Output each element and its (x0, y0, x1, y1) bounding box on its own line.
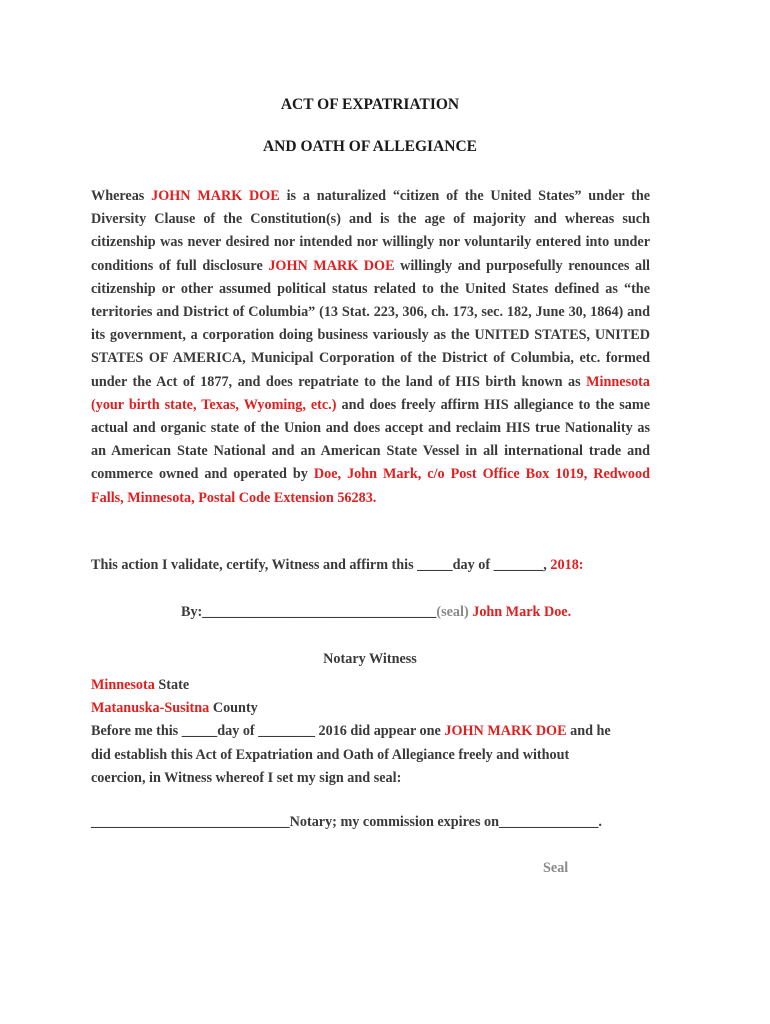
notary-county-word: County (209, 700, 258, 717)
notary-signature-line: ____________________________Notary; my commission expires on______________. (91, 814, 602, 830)
seal-label: Seal (543, 860, 569, 876)
highlighted-name: JOHN MARK DOE (268, 257, 395, 274)
notary-heading: Notary Witness (323, 651, 417, 667)
signature-label: By:_________________________________ (181, 604, 437, 620)
para-text: willingly and purposefully renounces all citizenship or other assumed political status related to the United States defined as “the territories and District of Columbia” (13 Stat. 223, 306, ch. 173, sec. 182, June 30, 1864) and its government, a corporation doing business variously as the UNITED STATES, UNITED STATES OF AMERICA, Municipal Corporation of the District of Columbia, etc. formed under the Act of 1877, and does repatriate to the land of HIS birth known as (91, 257, 650, 390)
para-text: is a naturalized “citizen of the United States” under the Diversity Clause of the Constitution(s) and is the age of majority and whereas such citizenship was never desired nor intended nor willingly nor voluntarily entered into under conditions of full disclosure (91, 188, 651, 274)
para-text: and does freely affirm HIS allegiance to the same actual and organic state of the Union and does accept and reclaim HIS true Nationality as an American State National and an American State Vessel in all international trade and commerce owned and operated by (91, 396, 650, 483)
validation-year: 2018 (550, 557, 579, 573)
notary-appear-name: JOHN MARK DOE (444, 723, 567, 740)
notary-state-word: State (154, 677, 190, 693)
highlighted-owner-address: Doe, John Mark, c/o Post Office Box 1019, Redwood Falls, Minnesota, Postal Code Extension 56283. (91, 466, 651, 506)
notary-block (91, 674, 661, 790)
highlighted-name: JOHN MARK DOE (151, 188, 280, 204)
validation-line (91, 557, 584, 574)
notary-before-text: Before me this _____day of ________ 2016 did appear one (91, 723, 445, 740)
validation-colon: : (578, 557, 584, 573)
notary-state-line (91, 674, 661, 697)
highlighted-birth-state: Minnesota (your birth state, Texas, Wyoming, etc.) (91, 373, 650, 413)
notary-text-line: did establish this Act of Expatriation and Oath of Allegiance freely and without (91, 746, 570, 763)
notary-county-name: Matanuska-Susitna (91, 700, 210, 717)
document-subtitle: AND OATH OF ALLEGIANCE (262, 138, 477, 155)
para-text: Whereas (91, 188, 152, 204)
notary-county-line (91, 697, 661, 720)
signature-line (181, 604, 571, 621)
notary-state-name: Minnesota (91, 677, 155, 693)
expatriation-paragraph (91, 185, 650, 510)
notary-after-text: and he (566, 723, 611, 740)
notary-appearance-line (91, 720, 661, 743)
validation-text: This action I validate, certify, Witness and affirm this _____day of _______, (91, 557, 551, 573)
document-title: ACT OF EXPATRIATION (280, 96, 460, 113)
seal-marker: (seal) (436, 604, 469, 620)
notary-text-line: coercion, in Witness whereof I set my sign and seal: (91, 769, 402, 786)
signer-name: John Mark Doe. (468, 604, 572, 620)
